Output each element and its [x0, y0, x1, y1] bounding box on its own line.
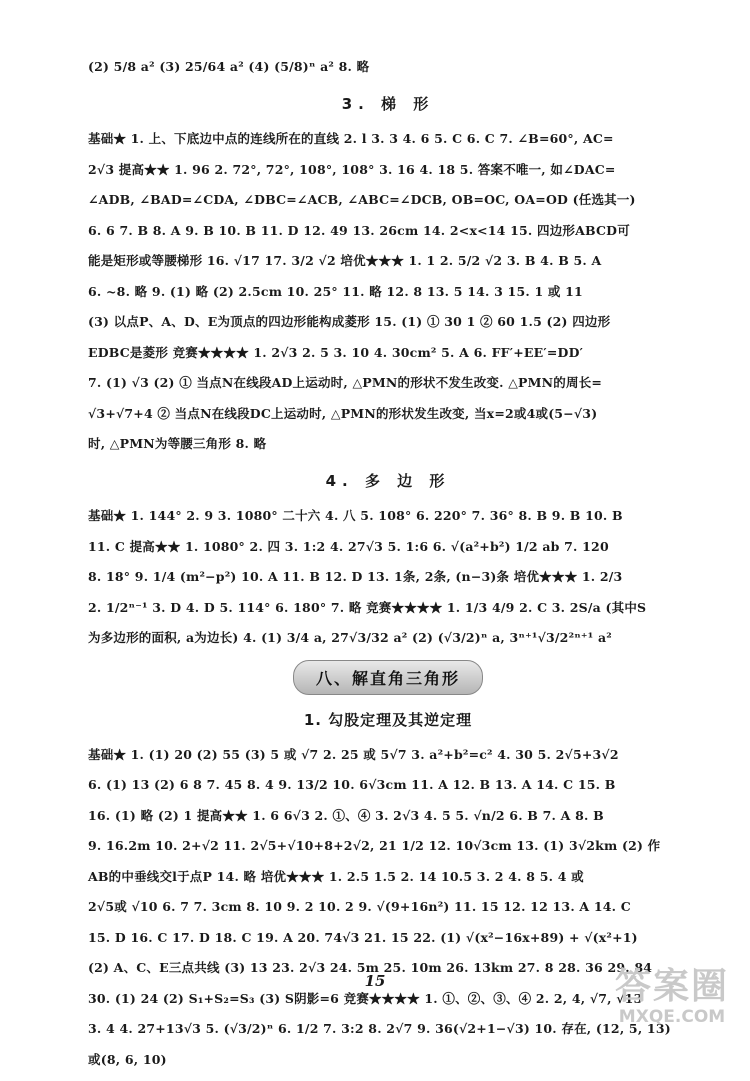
chapter-banner: [88, 660, 688, 695]
answer-line: 3. 4 4. 27+13√3 5. (√3/2)ⁿ 6. 1/2 7. 3:2 8. 2√7 9. 36(√2+1−√3) 10. 存在, (12, 5, 13): [88, 1021, 671, 1036]
answer-line: √3+√7+4 ② 当点N在线段DC上运动时, △PMN的形状发生改变, 当x=2或4或(5−√3): [88, 405, 598, 421]
answer-line: 7. (1) √3 (2) ① 当点N在线段AD上运动时, △PMN的形状不发生改变. △PMN的周长=: [88, 375, 603, 390]
answer-line: (3) 以点P、A、D、E为顶点的四边形能构成菱形 15. (1) ① 30 1 ② 60 1.5 (2) 四边形: [88, 314, 611, 329]
answer-line: 9. 16.2m 10. 2+√2 11. 2√5+√10+8+2√2, 21 1/2 12. 10√3cm 13. (1) 3√2km (2) 作: [88, 838, 661, 853]
chapter-title: 八、解直角三角形: [293, 660, 483, 695]
section-title-pythagorean: 1. 勾股定理及其逆定理: [303, 710, 473, 729]
answer-line: 6. ~8. 略 9. (1) 略 (2) 2.5cm 10. 25° 11. 略 12. 8 13. 5 14. 3 15. 1 或 11: [88, 283, 583, 299]
answer-line: 2. 1/2ⁿ⁻¹ 3. D 4. D 5. 114° 6. 180° 7. 略 竞赛★★★★ 1. 1/3 4/9 2. C 3. 2S/a (其中S: [88, 599, 647, 615]
page-number: 15: [364, 972, 386, 990]
answer-line: 30. (1) 24 (2) S₁+S₂=S₃ (3) S阴影=6 竞赛★★★★ 1. ①、②、③、④ 2. 2, 4, √7, √13: [88, 990, 643, 1006]
answer-page: [88, 58, 688, 1081]
watermark-logo-text: 答案圈: [614, 966, 729, 1007]
answer-line: 或(8, 6, 10): [88, 1051, 167, 1067]
answer-line: 8. 18° 9. 1/4 (m²−p²) 10. A 11. B 12. D 13. 1条, 2条, (n−3)条 培优★★★ 1. 2/3: [88, 569, 623, 584]
answer-line: 为多边形的面积, a为边长) 4. (1) 3/4 a, 27√3/32 a² (2) (√3/2)ⁿ a, 3ⁿ⁺¹√3/2²ⁿ⁺¹ a²: [88, 630, 612, 645]
section-title-polygon: 4. 多 边 形: [325, 472, 451, 490]
answer-line: AB的中垂线交l于点P 14. 略 培优★★★ 1. 2.5 1.5 2. 14 10.5 3. 2 4. 8 5. 4 或: [88, 868, 584, 884]
answer-line: 时, △PMN为等腰三角形 8. 略: [88, 436, 267, 451]
answer-line: 基础★ 1. 144° 2. 9 3. 1080° 二十六 4. 八 5. 108° 6. 220° 7. 36° 8. B 9. B 10. B: [88, 508, 623, 523]
answer-line: 能是矩形或等腰梯形 16. √17 17. 3/2 √2 培优★★★ 1. 1 2. 5/2 √2 3. B 4. B 5. A: [88, 253, 602, 268]
watermark-url: MXQE.COM: [618, 1007, 726, 1027]
section-title-trapezoid: 3. 梯 形: [341, 95, 435, 113]
section-body-polygon: [88, 507, 688, 646]
section-body-pythagorean: [88, 746, 688, 1068]
answer-line: (2) A、C、E三点共线 (3) 13 23. 2√3 24. 5m 25. 10m 26. 13km 27. 8 28. 36 29. 84: [88, 960, 653, 975]
site-watermark: [608, 967, 736, 1037]
intro-line: (2) 5/8 a² (3) 25/64 a² (4) (5/8)ⁿ a² 8. 略: [88, 59, 370, 74]
answer-line: ∠ADB, ∠BAD=∠CDA, ∠DBC=∠ACB, ∠ABC=∠DCB, OB=OC, OA=OD (任选其一): [88, 192, 636, 207]
answer-line: 6. 6 7. B 8. A 9. B 10. B 11. D 12. 49 13. 26cm 14. 2<x<14 15. 四边形ABCD可: [88, 222, 630, 238]
answer-line: 6. (1) 13 (2) 6 8 7. 45 8. 4 9. 13/2 10. 6√3cm 11. A 12. B 13. A 14. C 15. B: [88, 777, 616, 792]
answer-line: 16. (1) 略 (2) 1 提高★★ 1. 6 6√3 2. ①、④ 3. 2√3 4. 5 5. √n/2 6. B 7. A 8. B: [88, 807, 604, 823]
answer-line: 15. D 16. C 17. D 18. C 19. A 20. 74√3 21. 15 22. (1) √(x²−16x+89) + √(x²+1): [88, 929, 638, 945]
answer-line: 基础★ 1. (1) 20 (2) 55 (3) 5 或 √7 2. 25 或 5√7 3. a²+b²=c² 4. 30 5. 2√5+3√2: [88, 746, 619, 762]
answer-line: 基础★ 1. 上、下底边中点的连线所在的直线 2. l 3. 3 4. 6 5. C 6. C 7. ∠B=60°, AC=: [88, 131, 614, 146]
answer-line: EDBC是菱形 竞赛★★★★ 1. 2√3 2. 5 3. 10 4. 30cm² 5. A 6. FF′+EE′=DD′: [88, 344, 584, 360]
answer-line: 2√5或 √10 6. 7 7. 3cm 8. 10 9. 2 10. 2 9. √(9+16n²) 11. 15 12. 12 13. A 14. C: [88, 899, 631, 914]
answer-line: 11. C 提高★★ 1. 1080° 2. 四 3. 1:2 4. 27√3 5. 1:6 6. √(a²+b²) 1/2 ab 7. 120: [88, 538, 609, 554]
answer-line: 2√3 提高★★ 1. 96 2. 72°, 72°, 108°, 108° 3. 16 4. 18 5. 答案不唯一, 如∠DAC=: [88, 161, 616, 177]
section-body-trapezoid: [88, 130, 688, 452]
